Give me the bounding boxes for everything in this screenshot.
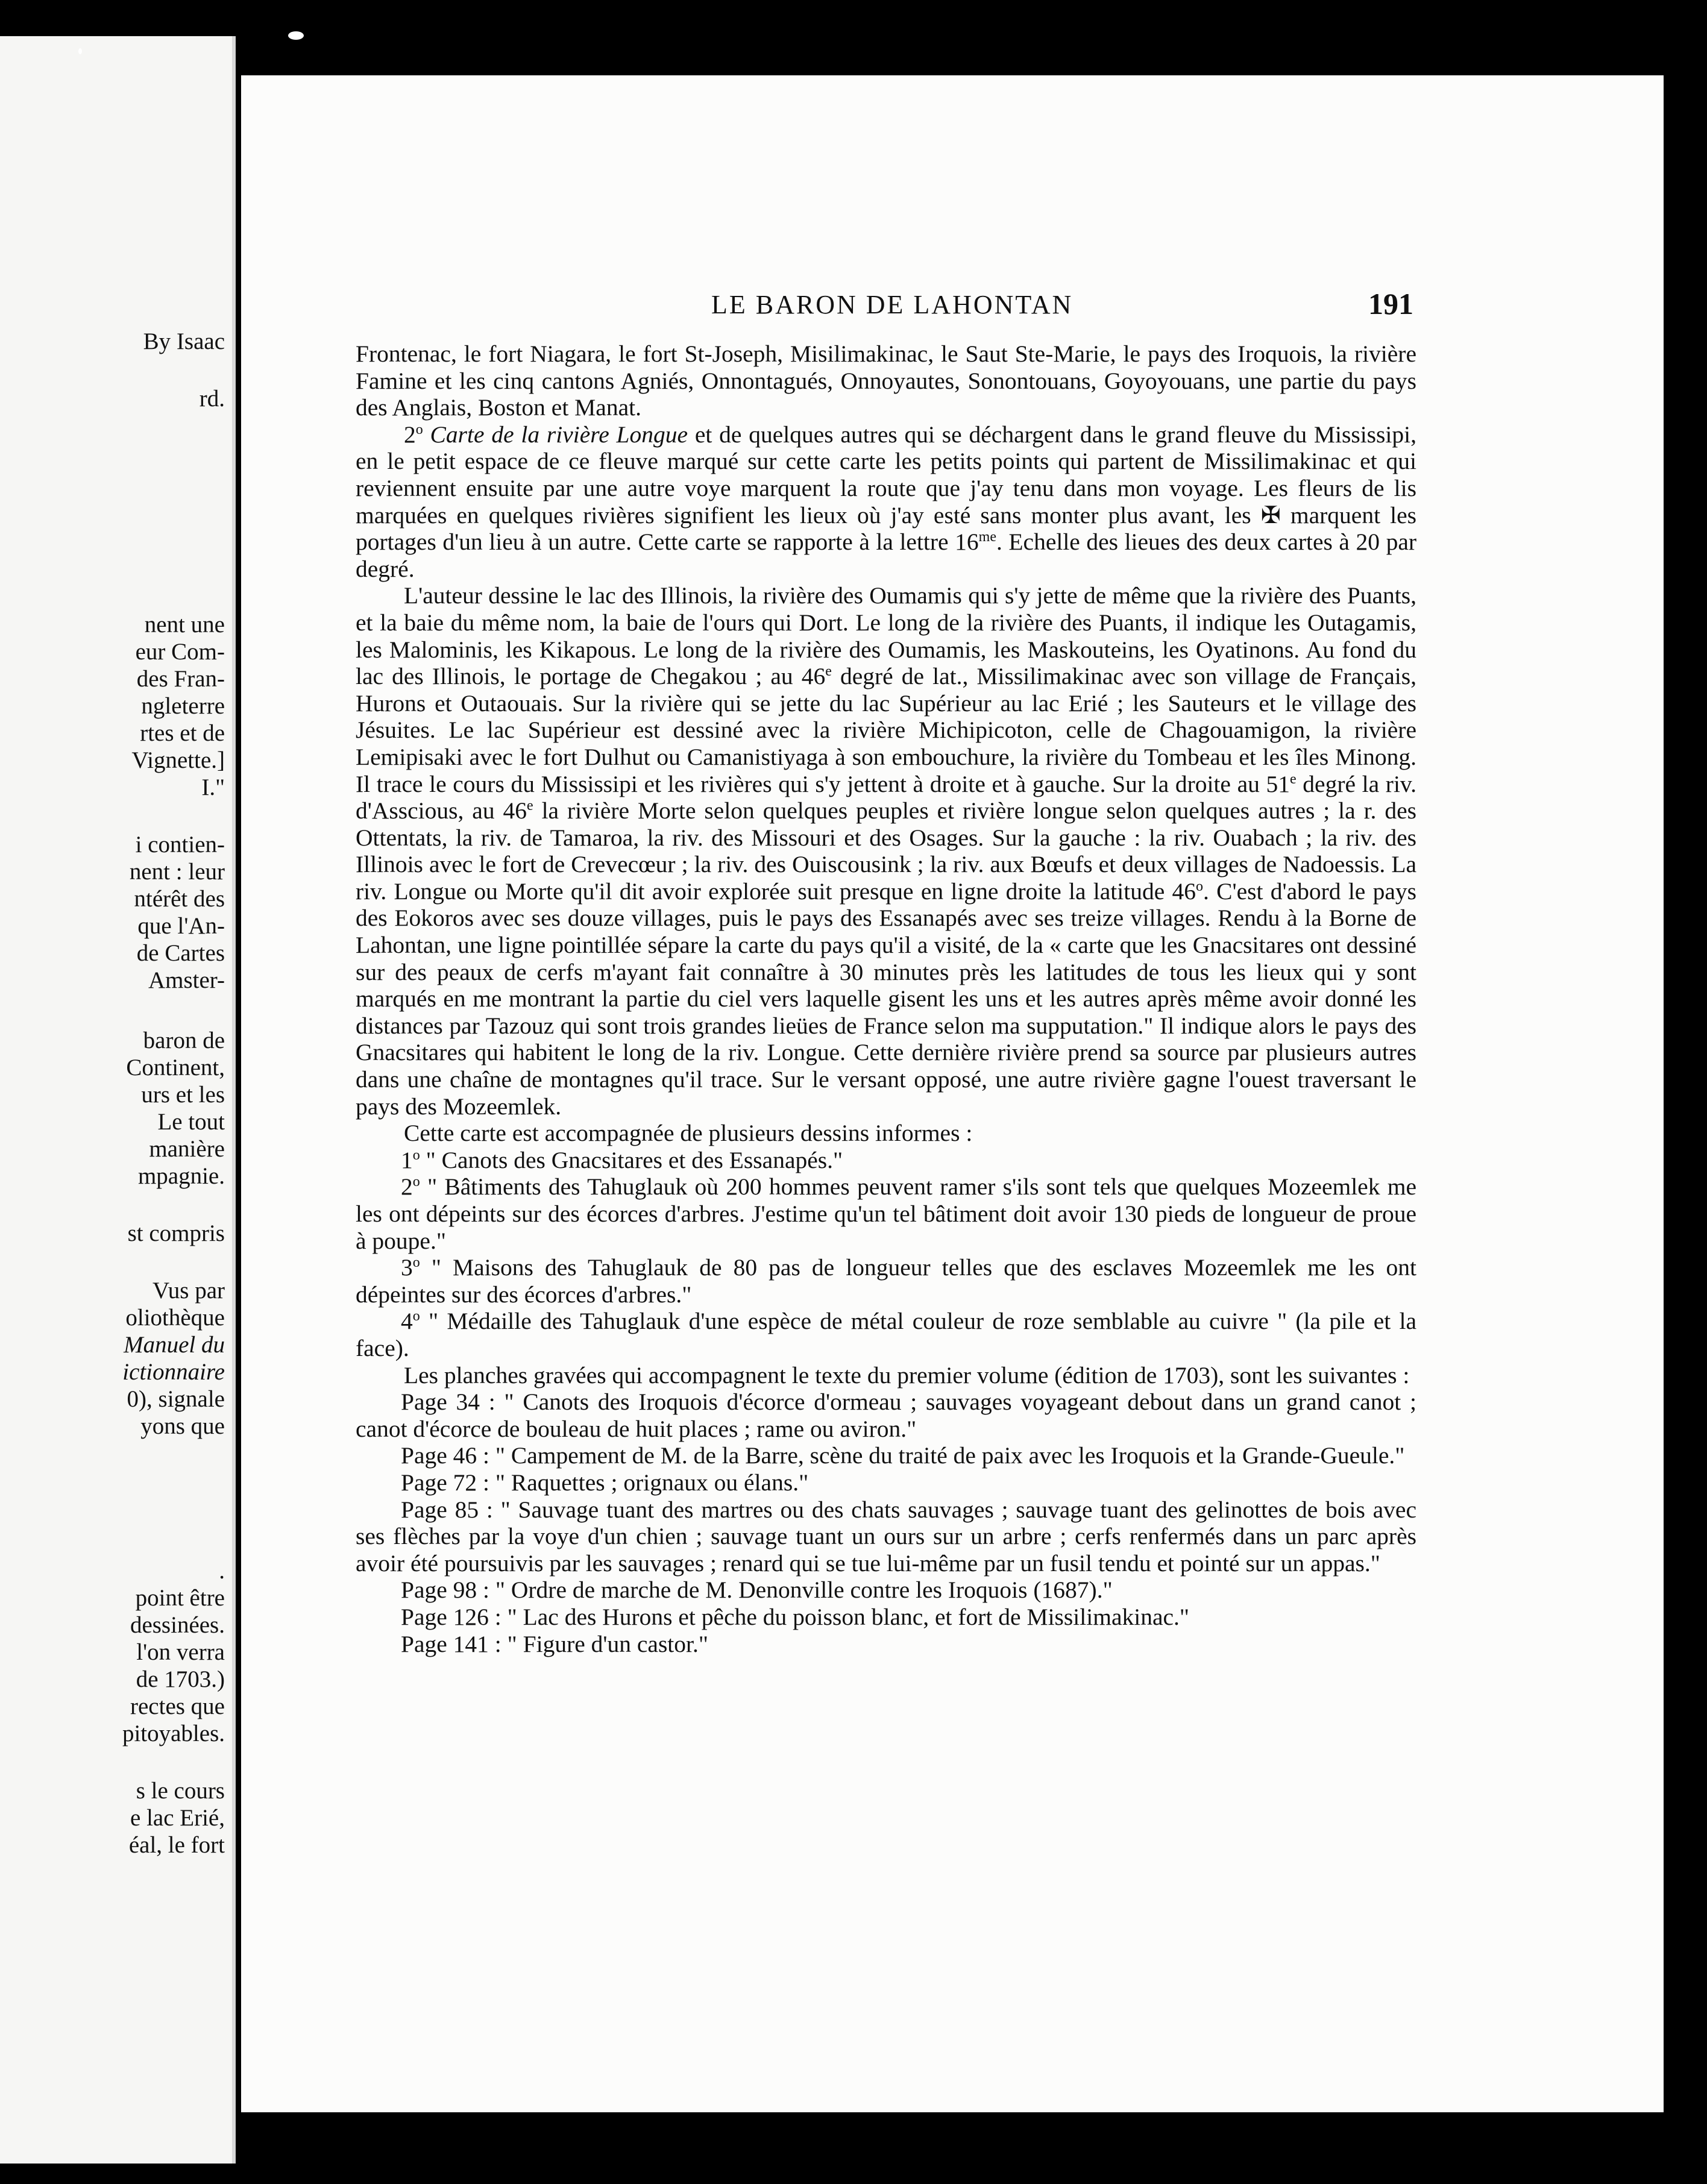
plate-page-98: Page 98 : " Ordre de marche de M. Denonville contre les Iroquois (1687)." [401,1577,1113,1604]
left-page-line: rd. [199,386,225,412]
paragraph-4: Cette carte est accompagnée de plusieurs dessins informes : [404,1120,973,1147]
left-page-line: ictionnaire [122,1359,225,1385]
left-page-line: ntérêt des [134,886,225,912]
left-page-line: nent : leur [129,859,225,885]
left-page-line: de Cartes [136,940,225,966]
list-item-2: 2$^o$ " Bâtiments des Tahuglauk où 200 hommes peuvent ramer s'ils sont tels que quelques Mozeemlek me les ont dépeints sur des écorces d'arbres. J'estime qu'un tel bâtiment doit avoir 130 pieds de longueur de proue à poupe." [356,1173,1416,1254]
paragraph-5: Les planches gravées qui accompagnent le texte du premier volume (édition de 1703), sont les suivantes : [404,1361,1410,1389]
left-page-line: rtes et de [140,720,225,746]
left-page-line: By Isaac [143,328,225,354]
plate-page-85: Page 85 : " Sauvage tuant des martres ou des chats sauvages ; sauvage tuant des gelinottes de bois avec ses flèches par la voye d'un chien ; sauvage tuant un ours sur un arbre ; cerfs renfermés dans un parc après avoir été poursuivis par les sauvages ; renard qui se tue lui-même par un fusil tendu et pointé sur un appas." [356,1496,1416,1577]
left-page-line: . [219,1558,225,1584]
left-page-line: l'on verra [136,1639,225,1665]
plate-page-141: Page 141 : " Figure d'un castor." [401,1630,709,1657]
left-page-line: yons que [140,1413,225,1439]
left-page-line: s le cours [136,1778,225,1804]
page-number: 191 [1368,287,1413,321]
left-page-line: e lac Erié, [130,1805,225,1831]
left-page-line: st compris [127,1220,225,1246]
paragraph-3: L'auteur dessine le lac des Illinois, la rivière des Oumamis qui s'y jette de même que la rivière des Puants, et la baie du même nom, la baie de l'ours qui Dort. Le long de la rivière des Puants, il indique les Outagamis, les Malominis, les Kikapous. Le long de la rivière des Oumamis, les Maskouteins, les Oyatinons. Au fond du lac des Illinois, le portage de Chegakou ; au 46e degré de lat., Missilimakinac avec son village de Français, Hurons et Outaouais. Sur la rivière qui se jette du lac Supérieur au lac Erié ; les Sauteurs et le village des Jésuites. Le lac Supérieur est dessiné avec la rivière Michipicoton, celle de Chagouamigon, la rivière Lemipisaki avec le fort Dulhut ou Camanistiyaga à son embouchure, la rivière du Tombeau et les îles Minong. Il trace le cours du Mississipi et les rivières qui s'y jettent à droite et à gauche. Sur la droite au 51e degré la riv. d'Asscious, au 46e la rivière Morte selon quelques peuples et rivière longue selon quelques autres ; la r. des Ottentats, la riv. de Tamaroa, la riv. des Missouri et des Osages. Sur la gauche : la riv. Ouabach ; la riv. des Illinois avec le fort de Crevecœur ; la riv. des Ouiscousink ; la riv. aux Bœufs et deux villages de Nadoessis. La riv. Longue ou Morte qu'il dit avoir explorée suit presque en ligne droite la latitude 46$^o$. C'est d'abord le pays des Eokoros avec ses douze villages, puis le pays des Essanapés avec ses treize villages. Rendu à la Borne de Lahontan, une ligne pointillée sépare la carte du pays qu'il a visité, de la « carte que les Gnacsitares ont dessiné sur des peaux de cerfs m'ayant fait connaître à 30 minutes près les latitudes de tous les lieux qui y sont marqués en me montrant la partie du ciel vers laquelle gisent les uns et les autres après même avoir donné les distances par Tazouz qui sont trois grandes lieües de France selon ma supputation." Il indique alors le pays des Gnacsitares qui habitent le long de la riv. Longue. Cette dernière rivière prend sa source par plusieurs autres dans une chaîne de montagnes qu'il trace. Sur le versant opposé, une autre rivière gagne l'ouest traversant le pays des Mozeemlek. [356,582,1417,1120]
main-page [241,75,1664,2112]
left-page-line: rectes que [130,1693,225,1719]
plate-page-34: Page 34 : " Canots des Iroquois d'écorce d'ormeau ; sauvages voyageant debout dans un grand canot ; canot d'écorce de bouleau de huit places ; rame ou aviron." [356,1389,1416,1442]
plate-page-46: Page 46 : " Campement de M. de la Barre, scène du traité de paix avec les Iroquois et la Grande-Gueule." [401,1442,1405,1469]
left-page-line: urs et les [141,1082,225,1108]
left-page-line: oliothèque [125,1305,225,1331]
list-item-1: 1$^o$ " Canots des Gnacsitares et des Essanapés." [401,1146,843,1173]
left-page-line: Le tout [157,1109,225,1135]
left-page-line: i contien- [135,832,225,858]
left-page-line: ngleterre [141,693,225,719]
plate-page-72: Page 72 : " Raquettes ; orignaux ou élans." [401,1469,809,1496]
map-title: Carte de la rivière Longue [430,421,688,448]
paragraph-2: 2$^o$ Carte de la rivière Longue et de quelques autres qui se déchargent dans le grand fleuve du Mississipi, en le petit espace de ce fleuve marqué sur cette carte les petits points qui partent de Missilimakinac et qui reviennent ensuite par une autre voye marquent la route que j'ay tenu dans mon voyage. Les fleurs de lis marquées en quelques rivières signifient les lieux où j'ay esté sans monter plus avant, les ✠ marquent les portages d'un lieu à un autre. Cette carte se rapporte à la lettre $16^{me}$. Echelle des lieues des deux cartes à 20 par degré. [356,421,1416,582]
left-page-line: baron de [143,1028,225,1053]
plate-page-126: Page 126 : " Lac des Hurons et pêche du poisson blanc, et fort de Missilimakinac." [401,1603,1190,1630]
left-page-line: 0), signale [127,1386,225,1412]
left-page-line: mpagnie. [137,1163,225,1189]
paragraph-1: Frontenac, le fort Niagara, le fort St-Joseph, Misilimakinac, le Saut Ste-Marie, le pays des Iroquois, la rivière Famine et les cinq cantons Agniés, Onnontagués, Onnoyautes, Sonontouans, Goyoyouans, une partie du pays des Anglais, Boston et Manat. [356,340,1416,421]
left-page-line: de 1703.) [136,1666,225,1692]
left-page-line: que l'An- [137,913,225,939]
left-page-line: eur Com- [135,639,225,665]
left-page-line: manière [149,1136,225,1162]
left-page-line: Continent, [126,1055,225,1081]
left-page-line: Vignette.] [131,747,225,773]
left-page-line: I." [201,774,225,800]
list-item-4: 4$^o$ " Médaille des Tahuglauk d'une espèce de métal couleur de roze semblable au cuivre " (la pile et la face). [356,1308,1416,1361]
left-page-line: Manuel du [124,1332,225,1358]
running-head: LE BARON DE LAHONTAN [711,290,1074,319]
left-page-line: point être [135,1585,225,1611]
left-page-line: des Fran- [136,666,225,692]
left-page-line: pitoyables. [122,1721,225,1746]
left-page-line: éal, le fort [128,1832,225,1858]
scan-speck [288,31,304,40]
body-text [356,340,1416,1657]
list-item-3: 3$^o$ " Maisons des Tahuglauk de 80 pas de longueur telles que des esclaves Mozeemlek me les ont dépeintes sur des écorces d'arbres." [356,1254,1416,1308]
left-page-line: dessinées. [130,1612,225,1638]
left-page-line: Amster- [148,967,225,993]
left-page-line: nent une [144,612,225,638]
scan-speck [78,48,82,54]
left-facing-page [0,36,236,2164]
left-page-line: Vus par [152,1278,225,1304]
